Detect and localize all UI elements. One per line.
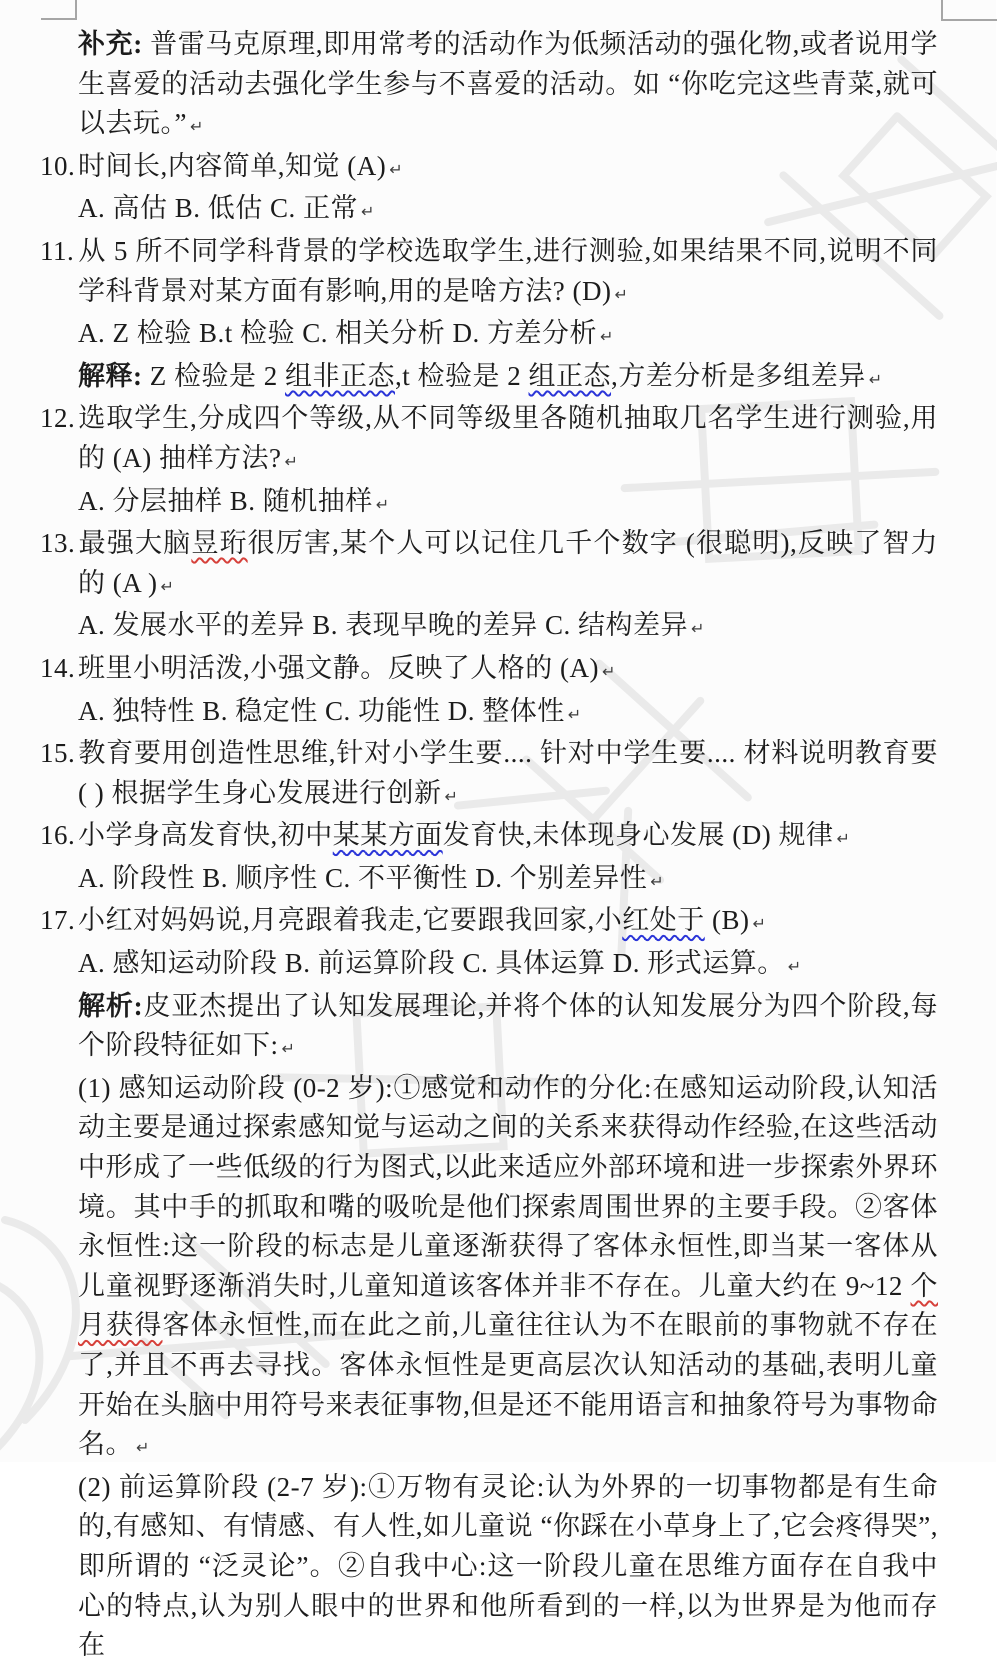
text-segment: 小学身高发育快,初中 xyxy=(78,820,333,851)
bold-label: 解析: xyxy=(78,990,144,1021)
text-segment: (1) 感知运动阶段 (0-2 岁):①感觉和动作的分化:在感知运动阶段,认知活动主要是通过探索感知觉与运动之间的关系来获得动作经验,在这些活动中形成了一些低级的行为图式,以此来适应外部环境和进一步探索外界环境。其中手的抓取和嘴的吸吮是他们探索周围世界的主要手段。②客体永恒性:这一阶段的标志是儿童逐渐获得了客体永恒性,即当某一客体从儿童视野逐渐消失时,儿童知道该客体并非不存在。儿童大约在 9~12 xyxy=(78,1072,938,1301)
question-number: 10. xyxy=(40,150,76,181)
paragraph xyxy=(78,1069,938,1468)
text-segment: A. 高估 B. 低估 C. 正常 xyxy=(78,193,359,224)
spellcheck-marked-text: 红处于 xyxy=(622,905,705,936)
text-segment: A. Z 检验 B.t 检验 C. 相关分析 D. 方差分析 xyxy=(78,318,598,349)
paragraph xyxy=(78,859,938,902)
spellcheck-marked-text: 组非正态 xyxy=(285,360,395,391)
paragraph-mark-icon: ↵ xyxy=(868,369,883,389)
question-number: 15. xyxy=(40,738,76,769)
paragraph-mark-icon: ↵ xyxy=(361,202,375,222)
paragraph xyxy=(78,25,938,147)
paragraph-mark-icon: ↵ xyxy=(614,284,628,304)
paragraph xyxy=(78,314,938,357)
spellcheck-marked-text: 组正态 xyxy=(528,360,612,391)
paragraph xyxy=(78,987,938,1069)
paragraph-mark-icon: ↵ xyxy=(836,829,850,849)
text-segment: (2) 前运算阶段 (2-7 岁):①万物有灵论:认为外界的一切事物都是有生命的,有感知、有情感、有人性,如儿童说 “你踩在小草身上了,它会疼得哭”,即所谓的 “泛灵论”。②自我中心:这一阶段儿童在思维方面存在自我中心的特点,认为别人眼中的世界和他所看到的一样,以为世界是为他而存在 xyxy=(78,1471,938,1661)
text-segment: 很厉害,某个人可以记住几千个数字 (很聪明),反映了智力的 (A ) xyxy=(78,528,939,598)
question-number: 11. xyxy=(40,235,75,266)
text-segment: A. 独特性 B. 稳定性 C. 功能性 D. 整体性 xyxy=(78,695,565,726)
text-segment: 时间长,内容简单,知觉 (A) xyxy=(78,150,387,181)
text-boundary-mark-top-left xyxy=(41,0,77,20)
question-paragraph xyxy=(40,734,938,816)
question-paragraph xyxy=(40,901,938,944)
question-number: 17. xyxy=(40,905,76,936)
document-content xyxy=(40,0,939,1666)
text-segment: ,方差分析是多组差异 xyxy=(611,360,866,391)
text-segment: 普雷马克原理,即用常考的活动作为低频活动的强化物,或者说用学生喜爱的活动去强化学生参与不喜爱的活动。如 “你吃完这些青菜,就可以去玩。” xyxy=(78,29,938,139)
text-segment: 客体永恒性,而在此之前,儿童往往认为不在眼前的事物就不存在了,并且不再去寻找。客体永恒性是更高层次认知活动的基础,表明儿童开始在头脑中用符号来表征事物,但是还不能用语言和抽象符号为事物命名。 xyxy=(78,1310,938,1460)
spellcheck-marked-text: 个月获得 xyxy=(78,1270,938,1341)
text-segment: 选取学生,分成四个等级,从不同等级里各随机抽取几名学生进行测验,用的 (A) 抽样方法? xyxy=(78,403,938,473)
paragraph-mark-icon: ↵ xyxy=(281,1039,295,1059)
text-segment: 最强大脑 xyxy=(78,528,192,559)
text-segment: 教育要用创造性思维,针对小学生要.... 针对中学生要.... 材料说明教育要 ( ) 根据学生身心发展进行创新 xyxy=(78,738,938,808)
paragraph xyxy=(78,482,938,525)
text-segment: Z 检验是 2 xyxy=(142,360,285,391)
question-number: 16. xyxy=(40,820,76,851)
text-segment: (B) xyxy=(704,905,750,936)
question-paragraph xyxy=(40,816,938,859)
paragraph xyxy=(78,606,938,649)
text-segment: A. 阶段性 B. 顺序性 C. 不平衡性 D. 个别差异性 xyxy=(78,862,648,893)
paragraph xyxy=(78,357,938,400)
text-segment: ,t 检验是 2 xyxy=(395,360,529,391)
bold-label: 补充: xyxy=(78,29,143,59)
text-segment: 从 5 所不同学科背景的学校选取学生,进行测验,如果结果不同,说明不同学科背景对某方面有影响,用的是啥方法? (D) xyxy=(78,235,938,306)
text-segment: 小红对妈妈说,月亮跟着我走,它要跟我回家,小 xyxy=(78,905,623,936)
paragraph-mark-icon: ↵ xyxy=(389,159,403,179)
paragraph-mark-icon: ↵ xyxy=(189,117,204,137)
question-paragraph xyxy=(40,232,938,314)
text-segment: 班里小明活泼,小强文静。反映了人格的 (A) xyxy=(78,652,599,683)
paragraph-mark-icon: ↵ xyxy=(691,619,705,639)
text-segment: 皮亚杰提出了认知发展理论,并将个体的认知发展分为四个阶段,每个阶段特征如下: xyxy=(78,990,938,1061)
paragraph-mark-icon: ↵ xyxy=(567,704,582,724)
question-paragraph xyxy=(40,524,939,606)
text-boundary-mark-top-right xyxy=(941,0,997,21)
paragraph xyxy=(78,944,938,987)
paragraph-mark-icon: ↵ xyxy=(650,871,664,891)
question-paragraph xyxy=(40,399,938,481)
paragraph-mark-icon: ↵ xyxy=(284,451,298,471)
paragraph xyxy=(78,1468,938,1666)
question-paragraph xyxy=(40,147,938,190)
bold-label: 解释: xyxy=(78,360,143,391)
paragraph-mark-icon: ↵ xyxy=(444,786,458,806)
spellcheck-marked-text: 某某方面 xyxy=(332,820,443,851)
paragraph xyxy=(78,692,938,735)
spellcheck-marked-text: 昱珩 xyxy=(191,528,248,559)
text-segment: A. 发展水平的差异 B. 表现早晚的差异 C. 结构差异 xyxy=(78,610,689,641)
question-paragraph xyxy=(40,649,938,692)
text-segment: A. 分层抽样 B. 随机抽样 xyxy=(78,485,373,516)
paragraph-mark-icon: ↵ xyxy=(375,494,390,514)
paragraph xyxy=(78,189,938,232)
text-segment: A. 感知运动阶段 B. 前运算阶段 C. 具体运算 D. 形式运算。 xyxy=(78,948,785,979)
paragraph-mark-icon: ↵ xyxy=(601,661,616,681)
question-number: 14. xyxy=(40,652,76,683)
paragraph-mark-icon: ↵ xyxy=(787,957,802,977)
paragraph-mark-icon: ↵ xyxy=(160,576,174,596)
text-segment: 发育快,未体现身心发展 (D) 规律 xyxy=(442,820,834,851)
paragraph-mark-icon: ↵ xyxy=(600,327,614,347)
question-number: 12. xyxy=(40,403,76,434)
question-number: 13. xyxy=(40,528,76,559)
paragraph-mark-icon: ↵ xyxy=(136,1438,150,1458)
paragraph-mark-icon: ↵ xyxy=(752,914,766,934)
